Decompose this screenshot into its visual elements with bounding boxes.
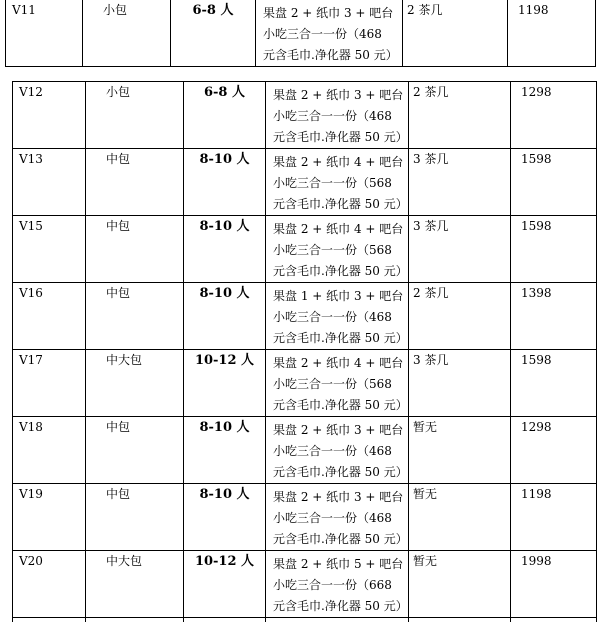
package-line: 元含毛巾.净化器 50 元） (273, 130, 408, 144)
table-row (13, 283, 597, 350)
room-capacity: 6-8 人 (184, 82, 266, 149)
room-code: V12 (13, 82, 86, 149)
table-row (13, 82, 597, 149)
room-table-top (5, 0, 596, 67)
table-row (13, 216, 597, 283)
package-line: 果盘 1 + 纸巾 3 + 吧台 (273, 289, 404, 303)
tea-table-count: 3 茶几 (409, 149, 511, 216)
room-code: V11 (6, 0, 83, 67)
room-price: 1298 (511, 417, 597, 484)
package-line: 小吃三合一一份（568 (273, 176, 392, 190)
package-line: 元含毛巾.净化器 50 元） (273, 331, 408, 345)
room-capacity: 6-8 人 (171, 0, 256, 67)
table-row (13, 484, 597, 551)
room-capacity: 8-10 人 (184, 283, 266, 350)
room-code: V19 (13, 484, 86, 551)
room-size: 小包 (83, 0, 171, 67)
room-size: 中包 (86, 149, 184, 216)
table-row (13, 551, 597, 618)
table-row (13, 350, 597, 417)
package-line: 小吃三合一一份（468 (273, 444, 392, 458)
table-cell-cutoff (266, 618, 409, 622)
room-capacity: 8-10 人 (184, 149, 266, 216)
tea-table-count: 暂无 (409, 551, 511, 618)
package-description (256, 0, 403, 67)
package-line: 小吃三合一一份（468 (273, 511, 392, 525)
package-line: 小吃三合一一份（468 (273, 310, 392, 324)
room-price: 1398 (511, 283, 597, 350)
room-size: 中包 (86, 484, 184, 551)
package-line: 果盘 2 + 纸巾 3 + 吧台 (273, 490, 404, 504)
package-description (266, 350, 409, 417)
package-description (266, 82, 409, 149)
table-row (13, 149, 597, 216)
room-code: V15 (13, 216, 86, 283)
room-table-main (12, 81, 597, 622)
room-price: 1198 (508, 0, 596, 67)
table-cell-cutoff (409, 618, 511, 622)
package-line: 小吃三合一一份（668 (273, 578, 392, 592)
tea-table-count: 2 茶几 (409, 283, 511, 350)
room-code: V17 (13, 350, 86, 417)
table-row-cutoff (13, 618, 597, 622)
package-line: 果盘 2 + 纸巾 3 + 吧台 (263, 6, 394, 20)
room-capacity: 8-10 人 (184, 417, 266, 484)
room-size: 中包 (86, 283, 184, 350)
package-line: 果盘 2 + 纸巾 5 + 吧台 (273, 557, 404, 571)
package-line: 元含毛巾.净化器 50 元） (273, 197, 408, 211)
room-price: 1598 (511, 350, 597, 417)
tea-table-count: 暂无 (409, 484, 511, 551)
package-description (266, 283, 409, 350)
package-line: 小吃三合一一份（468 (263, 27, 382, 41)
package-line: 小吃三合一一份（568 (273, 377, 392, 391)
room-size: 小包 (86, 82, 184, 149)
room-capacity: 8-10 人 (184, 216, 266, 283)
package-line: 元含毛巾.净化器 50 元） (273, 398, 408, 412)
package-line: 元含毛巾.净化器 50 元） (273, 532, 408, 546)
table-row (13, 417, 597, 484)
room-table-body (13, 82, 597, 622)
tea-table-count: 2 茶几 (409, 82, 511, 149)
room-price: 1298 (511, 82, 597, 149)
room-price: 1198 (511, 484, 597, 551)
room-code: V16 (13, 283, 86, 350)
table-row (6, 0, 596, 67)
tea-table-count: 3 茶几 (409, 216, 511, 283)
package-line: 元含毛巾.净化器 50 元） (273, 465, 408, 479)
package-description (266, 216, 409, 283)
package-line: 果盘 2 + 纸巾 3 + 吧台 (273, 88, 404, 102)
package-line: 果盘 2 + 纸巾 4 + 吧台 (273, 356, 404, 370)
room-capacity: 10-12 人 (184, 551, 266, 618)
table-cell-cutoff (13, 618, 86, 622)
room-size: 中大包 (86, 350, 184, 417)
room-size: 中包 (86, 417, 184, 484)
room-price: 1598 (511, 149, 597, 216)
package-line: 果盘 2 + 纸巾 4 + 吧台 (273, 222, 404, 236)
room-size: 中包 (86, 216, 184, 283)
room-capacity: 8-10 人 (184, 484, 266, 551)
table-cell-cutoff (511, 618, 597, 622)
room-size: 中大包 (86, 551, 184, 618)
package-line: 小吃三合一一份（468 (273, 109, 392, 123)
package-description (266, 149, 409, 216)
room-code: V13 (13, 149, 86, 216)
tea-table-count: 2 茶几 (403, 0, 508, 67)
room-price: 1998 (511, 551, 597, 618)
room-code: V18 (13, 417, 86, 484)
room-capacity: 10-12 人 (184, 350, 266, 417)
room-price: 1598 (511, 216, 597, 283)
package-description (266, 484, 409, 551)
package-line: 元含毛巾.净化器 50 元） (263, 48, 398, 62)
table-cell-cutoff (86, 618, 184, 622)
table-cell-cutoff (184, 618, 266, 622)
package-description (266, 551, 409, 618)
package-line: 小吃三合一一份（568 (273, 243, 392, 257)
tea-table-count: 3 茶几 (409, 350, 511, 417)
room-code: V20 (13, 551, 86, 618)
package-line: 元含毛巾.净化器 50 元） (273, 264, 408, 278)
tea-table-count: 暂无 (409, 417, 511, 484)
package-description (266, 417, 409, 484)
package-line: 元含毛巾.净化器 50 元） (273, 599, 408, 613)
package-line: 果盘 2 + 纸巾 3 + 吧台 (273, 423, 404, 437)
package-line: 果盘 2 + 纸巾 4 + 吧台 (273, 155, 404, 169)
